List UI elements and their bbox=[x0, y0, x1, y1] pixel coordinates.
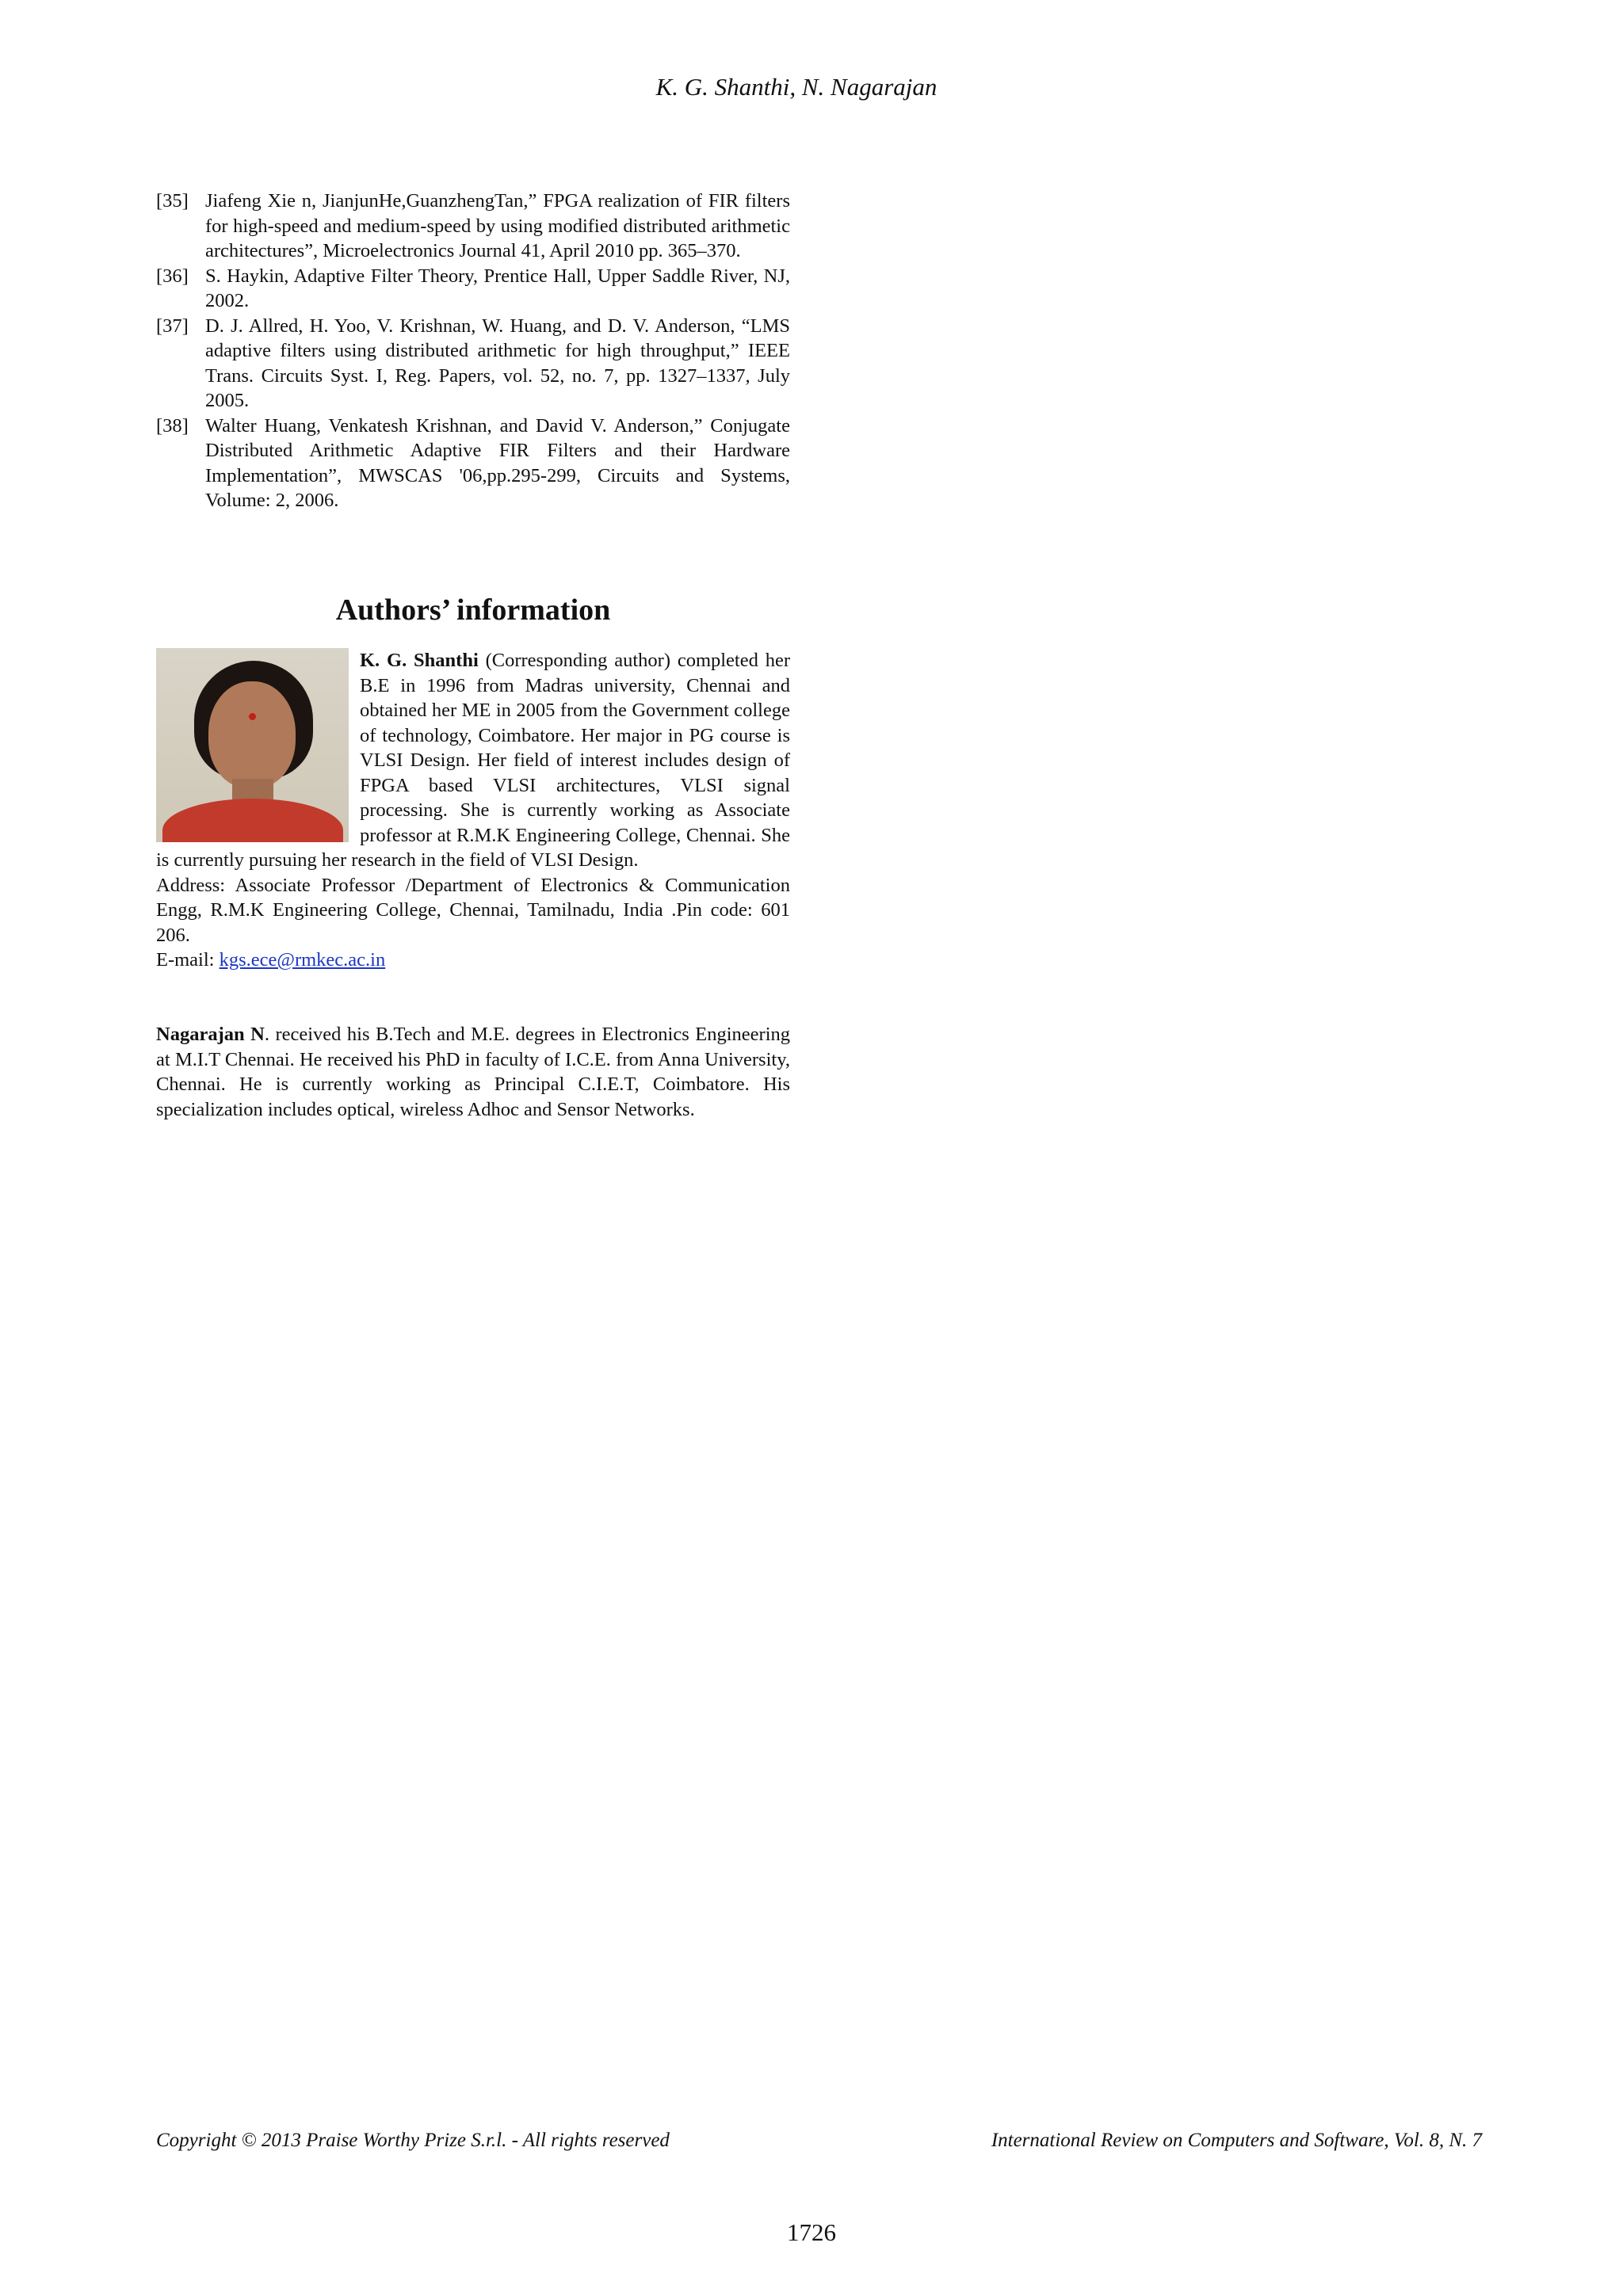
reference-item bbox=[156, 414, 790, 513]
reference-text: Jiafeng Xie n, JianjunHe,GuanzhengTan,” FPGA realization of FIR filters for high-speed and medium-speed by using modified distributed arithmetic architectures”, Microelectronics Journal 41, April 2010 pp. 365–370. bbox=[205, 190, 790, 261]
reference-text: D. J. Allred, H. Yoo, V. Krishnan, W. Huang, and D. V. Anderson, “LMS adaptive filters using distributed arithmetic for high throughput,” IEEE Trans. Circuits Syst. I, Reg. Papers, vol. 52, no. 7, pp. 1327–1337, July 2005. bbox=[205, 315, 790, 411]
author-address: Address: Associate Professor /Department of Electronics & Communication Engg, R.M.K Engineering College, Chennai, Tamilnadu, India .Pin code: 601 206. bbox=[156, 874, 790, 946]
author-bio-text: . received his B.Tech and M.E. degrees in Electronics Engineering at M.I.T Chennai. He received his PhD in faculty of I.C.E. from Anna University, Chennai. He is currently working as Principal C.I.E.T, Coimbatore. His specialization includes optical, wireless Adhoc and Sensor Networks. bbox=[156, 1024, 790, 1120]
photo-bindi bbox=[249, 713, 256, 720]
footer-journal: International Review on Computers and Software, Vol. 8, N. 7 bbox=[991, 2130, 1482, 2151]
running-head: K. G. Shanthi, N. Nagarajan bbox=[655, 73, 938, 101]
reference-item bbox=[156, 314, 790, 414]
author-bio-nagarajan bbox=[156, 1022, 790, 1122]
author-photo bbox=[156, 648, 349, 842]
reference-number: [35] bbox=[156, 190, 189, 212]
authors-section-title: Authors’ information bbox=[335, 593, 611, 627]
email-link[interactable]: kgs.ece@rmkec.ac.in bbox=[219, 949, 386, 971]
reference-number: [38] bbox=[156, 414, 189, 437]
page-number: 1726 bbox=[787, 2218, 836, 2246]
photo-sari bbox=[162, 799, 343, 842]
reference-item bbox=[156, 189, 790, 264]
reference-list bbox=[156, 189, 790, 513]
footer-copyright: Copyright © 2013 Praise Worthy Prize S.r.l. - All rights reserved bbox=[156, 2130, 670, 2151]
reference-text: Walter Huang, Venkatesh Krishnan, and David V. Anderson,” Conjugate Distributed Arithmetic Adaptive FIR Filters and their Hardware Implementation”, MWSCAS '06,pp.295-299, Circuits and Systems, Volume: 2, 2006. bbox=[205, 414, 790, 511]
author-name: K. G. Shanthi bbox=[360, 650, 479, 671]
reference-text: S. Haykin, Adaptive Filter Theory, Prentice Hall, Upper Saddle River, NJ, 2002. bbox=[205, 265, 790, 311]
author-email-line bbox=[156, 948, 790, 973]
author-name: Nagarajan N bbox=[156, 1024, 265, 1045]
reference-number: [36] bbox=[156, 265, 189, 287]
reference-item bbox=[156, 264, 790, 314]
reference-number: [37] bbox=[156, 315, 189, 337]
photo-face bbox=[208, 681, 296, 788]
author-bio-text: (Corresponding author) completed her B.E in 1996 from Madras university, Chennai and obtained her ME in 2005 from the Government college of technology, Coimbatore. Her major in PG course is VLSI Design. Her field of interest includes design of FPGA based VLSI architectures, VLSI signal processing. She is currently working as Associate professor at R.M.K Engineering College, Chennai. She is currently pursuing her research in the field of VLSI Design. bbox=[156, 650, 790, 871]
author-bio-shanthi bbox=[156, 648, 790, 973]
email-label: E-mail: bbox=[156, 949, 220, 971]
